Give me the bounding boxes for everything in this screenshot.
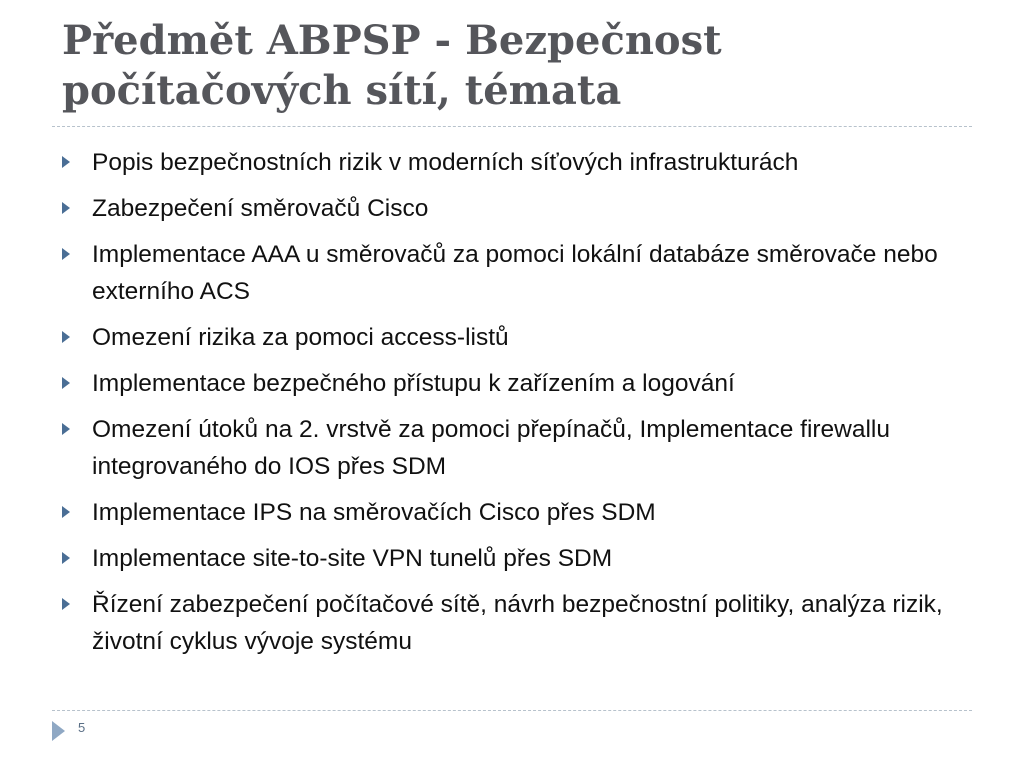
bullet-text: Omezení rizika za pomoci access-listů [92, 324, 509, 351]
bullet-text: Omezení útoků na 2. vrstvě za pomoci přepínačů, Implementace firewallu integrovaného do IOS přes SDM [92, 416, 890, 480]
bullet-text: Řízení zabezpečení počítačové sítě, návrh bezpečnostní politiky, analýza rizik, životní cyklus vývoje systému [92, 591, 943, 655]
slide-title-line-2: počítačových sítí, témata [62, 67, 622, 114]
bullet-item [58, 190, 978, 227]
bullet-text: Zabezpečení směrovačů Cisco [92, 195, 429, 222]
bullet-text: Implementace IPS na směrovačích Cisco přes SDM [92, 499, 656, 526]
slide-title-line-1: Předmět ABPSP - Bezpečnost [62, 17, 722, 64]
footer-divider [52, 710, 972, 711]
bullet-item [58, 494, 978, 531]
title-divider [52, 126, 972, 127]
bullet-arrow-icon [62, 377, 70, 389]
bullet-text: Popis bezpečnostních rizik v moderních síťových infrastrukturách [92, 149, 799, 176]
footer-arrow-icon [52, 721, 65, 741]
bullet-arrow-icon [62, 202, 70, 214]
bullet-arrow-icon [62, 156, 70, 168]
page-number: 5 [78, 720, 86, 735]
bullet-arrow-icon [62, 506, 70, 518]
bullet-list [58, 144, 978, 669]
bullet-arrow-icon [62, 248, 70, 260]
bullet-item [58, 365, 978, 402]
bullet-item [58, 319, 978, 356]
bullet-item [58, 411, 978, 485]
bullet-arrow-icon [62, 331, 70, 343]
bullet-item [58, 586, 978, 660]
bullet-text: Implementace site-to-site VPN tunelů přes SDM [92, 545, 613, 572]
bullet-arrow-icon [62, 423, 70, 435]
bullet-item [58, 540, 978, 577]
bullet-arrow-icon [62, 552, 70, 564]
bullet-item [58, 144, 978, 181]
bullet-item [58, 236, 978, 310]
slide-title [62, 16, 982, 116]
bullet-text: Implementace bezpečného přístupu k zařízením a logování [92, 370, 735, 397]
bullet-text: Implementace AAA u směrovačů za pomoci lokální databáze směrovače nebo externího ACS [92, 241, 938, 305]
bullet-arrow-icon [62, 598, 70, 610]
